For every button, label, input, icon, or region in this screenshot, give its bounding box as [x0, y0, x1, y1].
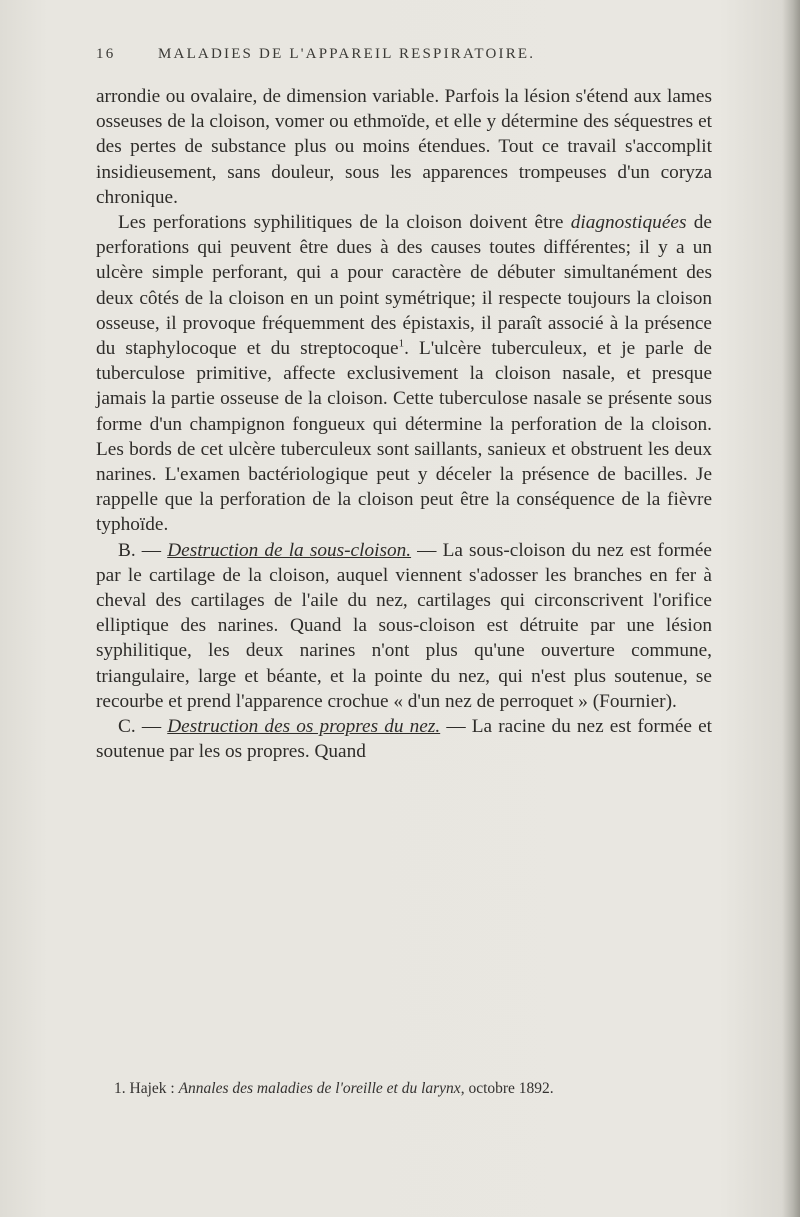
footnote: [96, 1079, 712, 1099]
page-number: 16: [96, 46, 116, 62]
section-c-text: — La racine du nez est formée et soutenue par les os propres. Quand: [96, 716, 712, 763]
paragraph-2: [96, 210, 712, 538]
footnote-text: [96, 1079, 712, 1099]
section-c: [96, 714, 712, 764]
paragraph-2-middle: de perforations qui peuvent être dues à des causes toutes différentes; il y a un ulcère simple perforant, qui a pour caractère de débuter simultanément des deux côtés de la cloison en un point symétrique; il respecte toujours la cloison osseuse, il provoque fréquemment des épistaxis, il paraît associé à la présence du staphylocoque et du streptocoque: [96, 212, 712, 360]
footnote-marker: 1.: [114, 1080, 126, 1097]
section-b: [96, 538, 712, 714]
paragraph-1: arrondie ou ovalaire, de dimension variable. Parfois la lésion s'étend aux lames osseuses de la cloison, vomer ou ethmoïde, et elle y détermine des séquestres et des pertes de substance plus ou moins étendues. Tout ce travail s'accomplit insidieusement, sans douleur, sous les apparences trompeuses d'un coryza chronique.: [96, 86, 712, 208]
paragraph-2-start: Les perforations syphilitiques de la cloison doivent être: [118, 212, 571, 234]
footnote-ref: 1: [398, 337, 405, 350]
paragraph-2-end: . L'ulcère tuberculeux, et je parle de tuberculose primitive, affecte exclusivement la cloison nasale, et presque jamais la partie osseuse de la cloison. Cette tuberculose nasale se présente sous forme d'un champignon fongueux qui détermine la perforation de la cloison. Les bords de cet ulcère tuberculeux sont saillants, sanieux et obstruent les deux narines. L'examen bactériologique peut y déceler la présence de bacilles. Je rappelle que la perforation de la cloison peut être la conséquence de la fièvre typhoïde.: [96, 338, 712, 536]
running-header: [96, 46, 716, 74]
footnote-date: , octobre 1892.: [460, 1080, 554, 1097]
body-text: [96, 84, 712, 764]
section-b-text: — La sous-cloison du nez est formée par le cartilage de la cloison, auquel viennent s'adosser les branches en fer à cheval des cartilages de l'aile du nez, cartilages qui circonscrivent l'orifice elliptique des narines. Quand la sous-cloison est détruite par une lésion syphilitique, les deux narines n'ont plus qu'une ouverture commune, triangulaire, large et béante, et la pointe du nez, qui n'est plus soutenue, se recourbe et prend l'apparence crochue « d'un nez de perroquet » (Fournier).: [96, 539, 712, 712]
section-c-title: Destruction des os propres du nez.: [167, 716, 441, 738]
section-b-label: B. —: [118, 539, 168, 561]
section-c-label: C. —: [118, 716, 168, 738]
running-title: MALADIES DE L'APPAREIL RESPIRATOIRE.: [158, 46, 536, 62]
footnote-journal: Annales des maladies de l'oreille et du larynx: [178, 1080, 461, 1097]
footnote-author: Hajek :: [125, 1080, 179, 1097]
page-edge-shadow: [782, 0, 800, 1217]
emphasis-diagnostiquees: diagnostiquées: [570, 212, 687, 234]
section-b-title: Destruction de la sous-cloison.: [167, 539, 412, 561]
